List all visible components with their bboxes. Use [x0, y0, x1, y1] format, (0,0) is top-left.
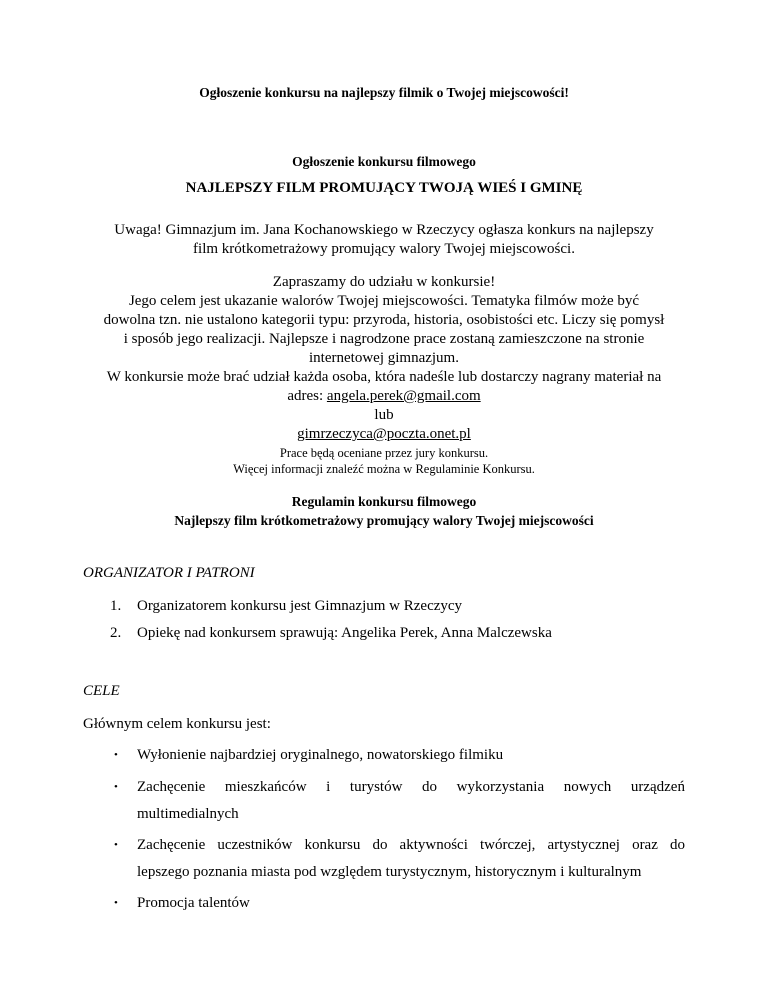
word: mieszkańców	[224, 779, 307, 795]
paragraph-line-5: internetowej gimnazjum.	[309, 350, 459, 366]
goal-item-3-line-2: lepszego poznania miasta pod względem turystycznym, historycznym i kulturalnym	[137, 864, 642, 880]
goal-item-2-line-1	[137, 778, 685, 797]
goal-item-2-line-2: multimedialnych	[137, 806, 239, 822]
word: Zachęcenie	[137, 779, 206, 795]
announcement-title: Ogłoszenie konkursu filmowego	[292, 154, 476, 169]
rules-title: Regulamin konkursu filmowego	[291, 494, 477, 509]
organizer-item-text: Opiekę nad konkursem sprawują: Angelika Perek, Anna Malczewska	[137, 625, 552, 641]
word: oraz	[632, 837, 658, 853]
address-line	[0, 387, 768, 406]
goals-intro: Głównym celem konkursu jest:	[83, 716, 271, 732]
goal-item-1: Wyłonienie najbardziej oryginalnego, nowatorskiego filmiku	[137, 747, 504, 763]
word: urządzeń	[630, 779, 685, 795]
word: do	[669, 837, 685, 853]
email-link-1[interactable]: angela.perek@gmail.com	[326, 388, 481, 404]
bullet-icon: •	[114, 749, 118, 761]
bullet-icon: •	[114, 781, 118, 793]
intro-line-1: Uwaga! Gimnazjum im. Jana Kochanowskiego w Rzeczycy ogłasza konkurs na najlepszy	[114, 222, 654, 238]
more-info-note: Więcej informacji znaleźć można w Regulaminie Konkursu.	[233, 462, 535, 476]
main-title: Ogłoszenie konkursu na najlepszy filmik o Twojej miejscowości!	[199, 85, 569, 100]
organizer-item-text: Organizatorem konkursu jest Gimnazjum w Rzeczycy	[137, 598, 463, 614]
goals-heading: CELE	[83, 683, 120, 699]
word: uczestników	[217, 837, 293, 853]
word: konkursu	[304, 837, 361, 853]
goal-item-3-line-1	[137, 836, 685, 855]
email-link-2[interactable]: gimrzeczyca@poczta.onet.pl	[297, 426, 471, 442]
paragraph-line-2: Jego celem jest ukazanie walorów Twojej miejscowości. Tematyka filmów może być	[128, 293, 640, 309]
jury-note: Prace będą oceniane przez jury konkursu.	[279, 446, 489, 460]
word: twórczej,	[479, 837, 536, 853]
bullet-icon: •	[114, 897, 118, 909]
paragraph-line-3: dowolna tzn. nie ustalono kategorii typu: przyroda, historia, osobistości etc. Liczy się pomysł	[103, 312, 665, 328]
bullet-icon: •	[114, 839, 118, 851]
word: do	[372, 837, 388, 853]
or-text: lub	[374, 407, 394, 423]
word: turystów	[349, 779, 403, 795]
word: i	[326, 779, 331, 795]
organizer-item-num: 2.	[110, 625, 122, 641]
paragraph-line-4: i sposób jego realizacji. Najlepsze i nagrodzone prace zostaną zamieszczone na stronie	[123, 331, 645, 347]
organizer-item-num: 1.	[110, 598, 122, 614]
intro-line-2: film krótkometrażowy promujący walory Twojej miejscowości.	[193, 241, 575, 257]
goal-item-4: Promocja talentów	[137, 895, 250, 911]
word: Zachęcenie	[137, 837, 206, 853]
paragraph-line-6: W konkursie może brać udział każda osoba, która nadeśle lub dostarczy nagrany materiał na	[106, 369, 662, 385]
word: do	[422, 779, 438, 795]
word: aktywności	[399, 837, 468, 853]
rules-subtitle: Najlepszy film krótkometrażowy promujący walory Twojej miejscowości	[174, 513, 594, 528]
address-prefix: adres:	[287, 388, 327, 404]
paragraph-line-1: Zapraszamy do udziału w konkursie!	[272, 274, 496, 290]
email-line-2	[0, 425, 768, 444]
announcement-headline: NAJLEPSZY FILM PROMUJĄCY TWOJĄ WIEŚ I GMINĘ	[185, 180, 583, 196]
word: nowych	[563, 779, 612, 795]
word: wykorzystania	[456, 779, 545, 795]
organizer-heading: ORGANIZATOR I PATRONI	[83, 565, 255, 581]
word: artystycznej	[547, 837, 620, 853]
